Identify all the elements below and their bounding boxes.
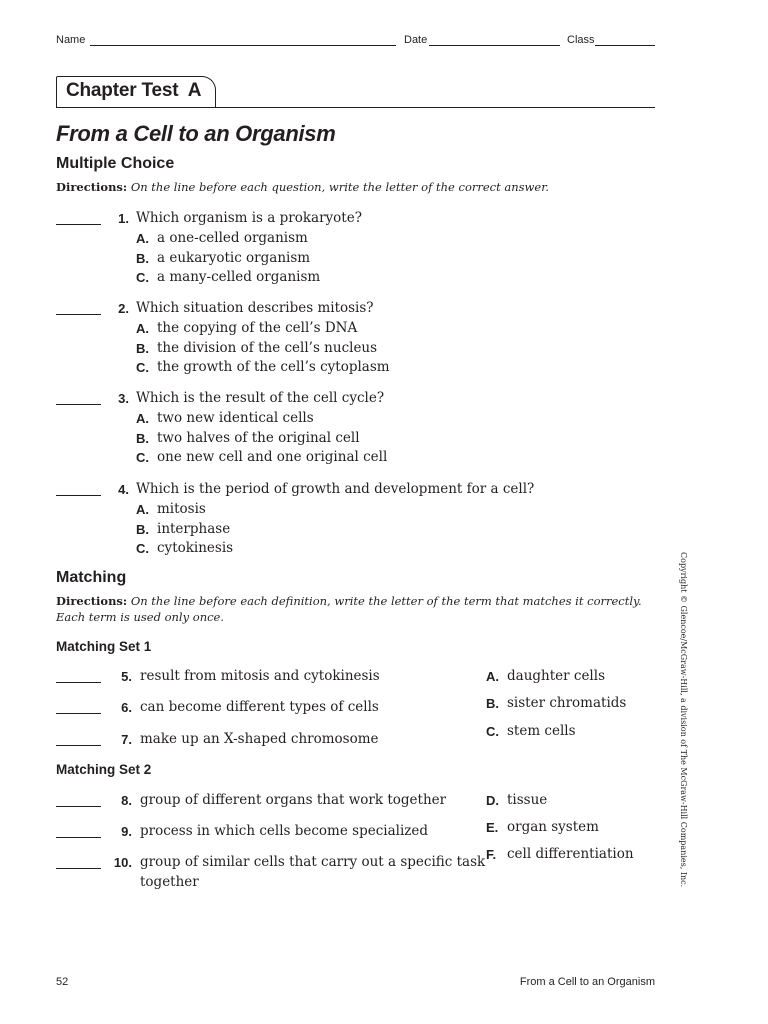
option-letter: A. — [136, 502, 149, 517]
answer-blank[interactable] — [56, 224, 101, 225]
term-text: daughter cells — [507, 668, 605, 684]
directions-text: On the line before each definition, write the letter of the term that matches it correctly. Each term is used only once. — [56, 594, 642, 624]
item-number: 9. — [121, 824, 132, 839]
option-letter: B. — [136, 340, 149, 356]
option-text: mitosis — [157, 501, 206, 517]
option-text: interphase — [157, 520, 231, 537]
term-letter: C. — [486, 724, 499, 739]
answer-blank[interactable] — [56, 682, 101, 683]
question-text: Which is the result of the cell cycle? — [136, 390, 385, 406]
item-number: 5. — [121, 669, 132, 684]
definition-text: group of similar cells that carry out a specific task — [140, 854, 486, 870]
option-letter: C. — [136, 450, 149, 466]
definition-text: group of different organs that work together — [140, 792, 447, 808]
directions-label: Directions: — [56, 594, 128, 608]
option-letter: C. — [136, 541, 149, 557]
term-letter: B. — [486, 696, 499, 711]
question-text: Which organism is a prokaryote? — [136, 210, 362, 226]
answer-blank[interactable] — [56, 806, 101, 807]
option-text: two halves of the original cell — [157, 429, 360, 446]
definition-text-continued: together — [140, 873, 199, 890]
copyright-notice: Copyright © Glencoe/McGraw-Hill, a division of The McGraw-Hill Companies, Inc. — [679, 552, 688, 888]
option-text: two new identical cells — [157, 410, 314, 426]
answer-blank[interactable] — [56, 837, 101, 838]
definition-text: result from mitosis and cytokinesis — [140, 668, 380, 684]
matching-set-1-title: Matching Set 1 — [56, 639, 152, 654]
matching-heading: Matching — [56, 569, 127, 586]
question-text: Which situation describes mitosis? — [136, 300, 374, 316]
term-letter: D. — [486, 793, 499, 808]
definition-text: can become different types of cells — [140, 699, 379, 715]
term-letter: F. — [486, 847, 497, 862]
class-label: Class — [567, 34, 595, 46]
term-letter: A. — [486, 669, 499, 684]
option-letter: B. — [136, 430, 149, 446]
question-number: 3. — [118, 391, 129, 406]
page-number: 52 — [56, 976, 69, 988]
term-text: organ system — [507, 819, 599, 835]
option-letter: A. — [136, 321, 149, 336]
date-line[interactable] — [429, 45, 560, 46]
question-number: 4. — [118, 482, 129, 497]
term-letter: E. — [486, 820, 499, 835]
option-letter: C. — [136, 360, 149, 376]
item-number: 8. — [121, 793, 132, 808]
item-number: 6. — [121, 700, 132, 715]
answer-blank[interactable] — [56, 495, 101, 496]
name-label: Name — [56, 34, 86, 46]
option-letter: C. — [136, 270, 149, 286]
answer-blank[interactable] — [56, 404, 101, 405]
option-letter: A. — [136, 231, 149, 246]
item-number: 7. — [121, 732, 132, 747]
option-text: a many-celled organism — [157, 269, 321, 286]
option-text: one new cell and one original cell — [157, 449, 388, 466]
option-text: a one-celled organism — [157, 230, 308, 246]
term-text: stem cells — [507, 723, 576, 739]
term-text: tissue — [507, 792, 548, 808]
question-number: 1. — [118, 211, 129, 226]
multiple-choice-directions — [56, 180, 656, 196]
answer-blank[interactable] — [56, 713, 101, 714]
matching-directions — [56, 594, 656, 625]
option-text: a eukaryotic organism — [157, 249, 311, 266]
directions-text: On the line before each question, write the letter of the correct answer. — [130, 180, 550, 194]
option-text: the copying of the cell’s DNA — [157, 320, 358, 336]
directions-label: Directions: — [56, 180, 128, 194]
chapter-rule — [56, 107, 655, 108]
date-label: Date — [404, 34, 428, 46]
option-letter: B. — [136, 521, 149, 537]
definition-text: make up an X-shaped chromosome — [140, 731, 379, 747]
question-number: 2. — [118, 301, 129, 316]
term-text: sister chromatids — [507, 695, 627, 711]
answer-blank[interactable] — [56, 745, 101, 746]
page-title: From a Cell to an Organism — [56, 121, 336, 146]
running-title: From a Cell to an Organism — [519, 976, 655, 988]
matching-set-2-title: Matching Set 2 — [56, 762, 152, 777]
item-number: 10. — [113, 855, 132, 870]
option-text: the division of the cell’s nucleus — [157, 339, 378, 356]
chapter-tab-label: Chapter Test A — [66, 80, 202, 101]
answer-blank[interactable] — [56, 314, 101, 315]
option-text: cytokinesis — [157, 540, 234, 557]
multiple-choice-heading: Multiple Choice — [56, 155, 175, 172]
class-line[interactable] — [595, 45, 655, 46]
name-line[interactable] — [90, 45, 396, 46]
question-text: Which is the period of growth and development for a cell? — [136, 481, 535, 497]
option-text: the growth of the cell’s cytoplasm — [157, 359, 390, 376]
option-letter: B. — [136, 250, 149, 266]
answer-blank[interactable] — [56, 868, 101, 869]
term-text: cell differentiation — [507, 846, 634, 862]
definition-text: process in which cells become specialized — [140, 823, 429, 839]
option-letter: A. — [136, 411, 149, 426]
